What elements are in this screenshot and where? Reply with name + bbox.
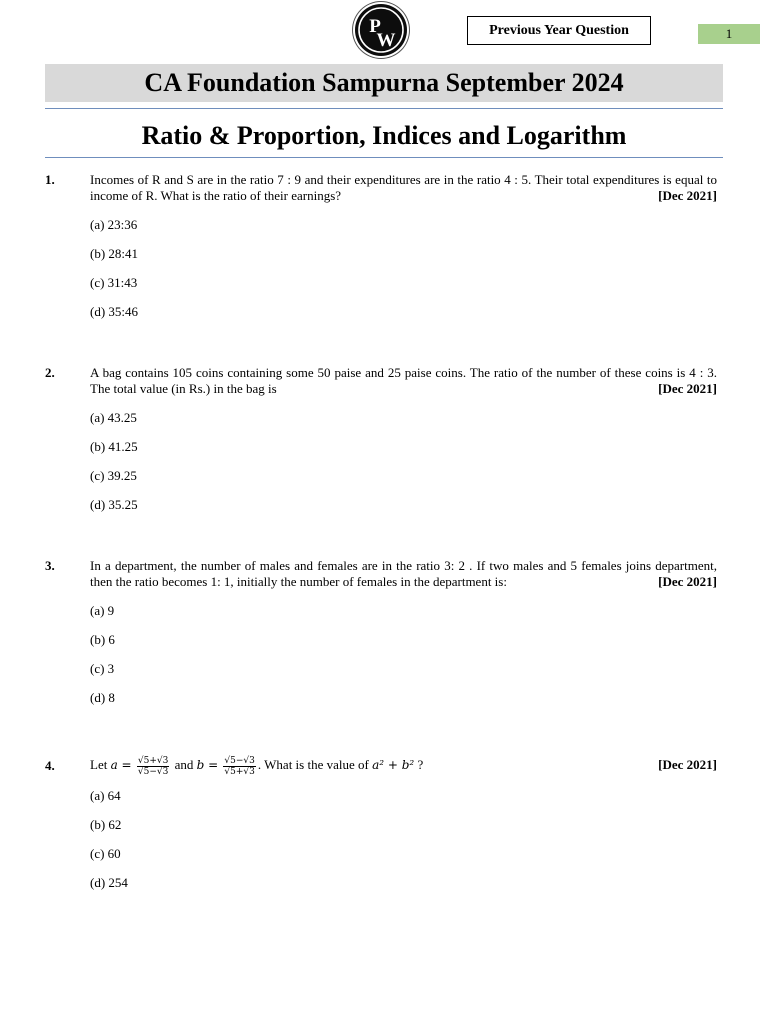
document-title: CA Foundation Sampurna September 2024 (45, 64, 723, 102)
svg-text:P: P (369, 16, 381, 37)
question-number: 1. (45, 172, 55, 187)
fraction-b-denominator: √5+√3 (224, 766, 255, 777)
option-b[interactable]: (b) 41.25 (90, 439, 138, 454)
option-c[interactable]: (c) 31:43 (90, 275, 138, 290)
question-2 (45, 365, 717, 519)
option-d[interactable]: (d) 35:46 (90, 304, 139, 319)
option-d[interactable]: (d) 254 (90, 875, 128, 890)
question-3 (45, 558, 717, 712)
equation-b-lhs: b = (196, 758, 219, 772)
question-body: A bag contains 105 coins containing some 50 paise and 25 paise coins. The ratio of the number of these coins is 4 : 3. The total value (in Rs.) in the bag is (90, 365, 717, 396)
question-text (90, 558, 717, 590)
chapter-title: Ratio & Proportion, Indices and Logarithm (141, 121, 627, 150)
fraction-a (137, 756, 169, 777)
previous-year-question-badge: Previous Year Question (467, 16, 651, 45)
year-tag: [Dec 2021] (658, 757, 717, 772)
option-d[interactable]: (d) 35.25 (90, 497, 138, 512)
options-list (90, 596, 717, 712)
fraction-a-numerator: √5+√3 (137, 755, 169, 766)
question-1 (45, 172, 717, 326)
option-c[interactable]: (c) 3 (90, 661, 115, 676)
question-body: Incomes of R and S are in the ratio 7 : 9 and their expenditures are in the ratio 4 : 5. Their total expenditures is equal to income of R. What is the ratio of their earnings? (90, 172, 717, 203)
pw-logo (355, 4, 407, 56)
divider (45, 108, 723, 109)
question-prompt: . What is the value of (257, 757, 369, 772)
question-text (90, 365, 717, 397)
fraction-a-denominator: √5−√3 (137, 766, 169, 777)
option-b[interactable]: (b) 28:41 (90, 246, 139, 261)
fraction-b (223, 756, 255, 777)
svg-text:W: W (376, 30, 396, 51)
year-tag: [Dec 2021] (658, 381, 717, 396)
question-text (90, 752, 717, 778)
question-number: 3. (45, 558, 55, 573)
equation-a-lhs: a = (110, 758, 132, 772)
fraction-b-numerator: √5−√3 (224, 755, 255, 766)
question-end: ? (417, 757, 424, 772)
year-tag: [Dec 2021] (658, 574, 717, 589)
option-a[interactable]: (a) 64 (90, 788, 121, 803)
option-a[interactable]: (a) 43.25 (90, 410, 137, 425)
options-list (90, 403, 717, 519)
divider (45, 157, 723, 158)
year-tag: [Dec 2021] (658, 188, 717, 203)
question-number: 2. (45, 365, 55, 380)
question-4 (45, 752, 717, 897)
question-and: and (174, 757, 194, 772)
option-a[interactable]: (a) 9 (90, 603, 115, 618)
page-number: 1 (698, 24, 760, 44)
option-b[interactable]: (b) 6 (90, 632, 115, 647)
expression: a² + b² (372, 758, 415, 772)
question-number: 4. (45, 758, 55, 773)
option-c[interactable]: (c) 60 (90, 846, 121, 861)
option-d[interactable]: (d) 8 (90, 690, 115, 705)
option-a[interactable]: (a) 23:36 (90, 217, 138, 232)
options-list (90, 210, 717, 326)
option-c[interactable]: (c) 39.25 (90, 468, 137, 483)
option-b[interactable]: (b) 62 (90, 817, 122, 832)
question-let: Let (90, 757, 108, 772)
options-list (90, 781, 717, 897)
question-text (90, 172, 717, 204)
question-body: In a department, the number of males and females are in the ratio 3: 2 . If two males and 5 females joins department, then the ratio becomes 1: 1, initially the number of females in the department is: (90, 558, 717, 589)
